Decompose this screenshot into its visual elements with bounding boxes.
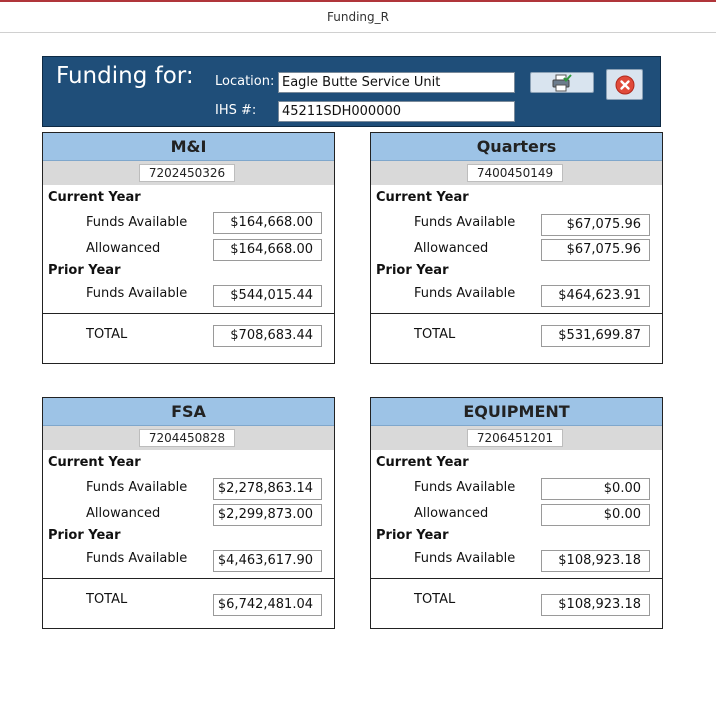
panel-title: Quarters <box>371 133 662 161</box>
py-funds-field[interactable]: $108,923.18 <box>541 550 650 572</box>
account-code-field[interactable]: 7204450828 <box>139 429 235 447</box>
divider <box>43 578 334 579</box>
code-band <box>43 426 334 450</box>
window-title: Funding_R <box>0 2 716 33</box>
panel-fsa <box>42 397 335 629</box>
cy-allowanced-label: Allowanced <box>86 506 161 521</box>
account-code-field[interactable]: 7206451201 <box>467 429 563 447</box>
location-label: Location: <box>215 74 275 89</box>
py-funds-label: Funds Available <box>414 286 516 301</box>
account-code-field[interactable]: 7202450326 <box>139 164 235 182</box>
code-band <box>371 426 662 450</box>
close-button[interactable] <box>606 69 643 100</box>
divider <box>371 313 662 314</box>
current-year-label: Current Year <box>48 190 141 205</box>
panel-mi <box>42 132 335 364</box>
py-funds-field[interactable]: $464,623.91 <box>541 285 650 307</box>
cy-allowanced-field[interactable]: $0.00 <box>541 504 650 526</box>
py-funds-field[interactable]: $544,015.44 <box>213 285 322 307</box>
py-funds-label: Funds Available <box>414 551 516 566</box>
panel-title: EQUIPMENT <box>371 398 662 426</box>
prior-year-label: Prior Year <box>376 263 449 278</box>
py-funds-label: Funds Available <box>86 286 188 301</box>
cy-funds-field[interactable]: $164,668.00 <box>213 212 322 234</box>
cy-funds-label: Funds Available <box>86 480 188 495</box>
panel-quarters <box>370 132 663 364</box>
divider <box>371 578 662 579</box>
py-funds-label: Funds Available <box>86 551 188 566</box>
cy-funds-label: Funds Available <box>414 480 516 495</box>
cy-funds-label: Funds Available <box>86 215 188 230</box>
total-field[interactable]: $108,923.18 <box>541 594 650 616</box>
close-icon <box>615 75 635 95</box>
total-label: TOTAL <box>414 592 456 607</box>
cy-funds-field[interactable]: $0.00 <box>541 478 650 500</box>
panel-equipment <box>370 397 663 629</box>
code-band <box>371 161 662 185</box>
cy-allowanced-label: Allowanced <box>414 241 489 256</box>
total-field[interactable]: $708,683.44 <box>213 325 322 347</box>
cy-allowanced-field[interactable]: $67,075.96 <box>541 239 650 261</box>
printer-icon <box>551 74 573 92</box>
cy-funds-field[interactable]: $67,075.96 <box>541 214 650 236</box>
total-label: TOTAL <box>86 592 128 607</box>
cy-allowanced-field[interactable]: $164,668.00 <box>213 239 322 261</box>
header-title: Funding for: <box>56 63 194 89</box>
account-code-field[interactable]: 7400450149 <box>467 164 563 182</box>
total-field[interactable]: $531,699.87 <box>541 325 650 347</box>
code-band <box>43 161 334 185</box>
py-funds-field[interactable]: $4,463,617.90 <box>213 550 322 572</box>
current-year-label: Current Year <box>376 190 469 205</box>
divider <box>43 313 334 314</box>
location-field[interactable]: Eagle Butte Service Unit <box>278 72 515 93</box>
total-field[interactable]: $6,742,481.04 <box>213 594 322 616</box>
ihs-field[interactable]: 45211SDH000000 <box>278 101 515 122</box>
cy-funds-label: Funds Available <box>414 215 516 230</box>
cy-allowanced-label: Allowanced <box>414 506 489 521</box>
funding-header <box>42 56 661 127</box>
ihs-label: IHS #: <box>215 103 257 118</box>
prior-year-label: Prior Year <box>48 263 121 278</box>
cy-allowanced-field[interactable]: $2,299,873.00 <box>213 504 322 526</box>
panel-title: FSA <box>43 398 334 426</box>
current-year-label: Current Year <box>376 455 469 470</box>
panel-title: M&I <box>43 133 334 161</box>
prior-year-label: Prior Year <box>376 528 449 543</box>
cy-funds-field[interactable]: $2,278,863.14 <box>213 478 322 500</box>
current-year-label: Current Year <box>48 455 141 470</box>
total-label: TOTAL <box>414 327 456 342</box>
total-label: TOTAL <box>86 327 128 342</box>
prior-year-label: Prior Year <box>48 528 121 543</box>
print-button[interactable] <box>530 72 594 93</box>
cy-allowanced-label: Allowanced <box>86 241 161 256</box>
